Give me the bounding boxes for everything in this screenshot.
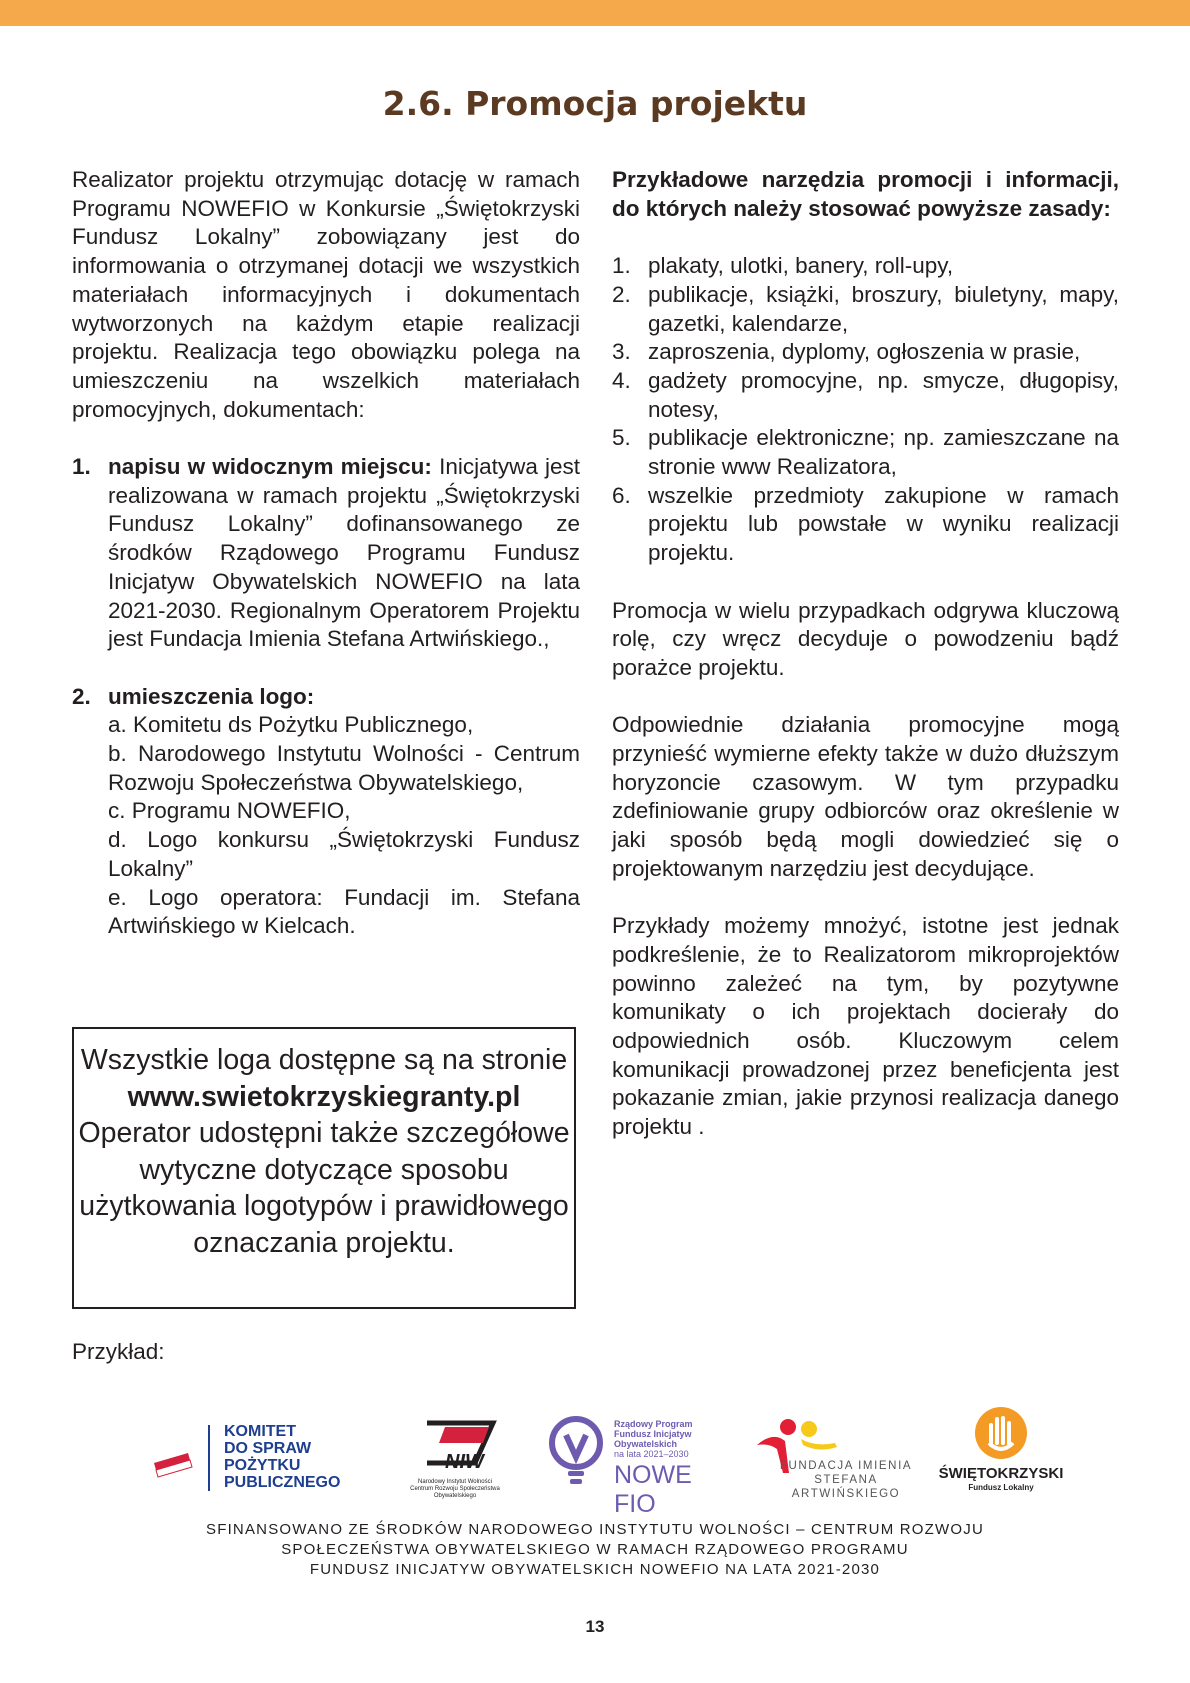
paragraph: Promocja w wielu przypadkach odgrywa kluczową rolę, czy wręcz decyduje o powodzeniu bądź porażce projektu. — [612, 597, 1119, 680]
item-text: wszelkie przedmioty zakupione w ramach projektu lub powstałe w wyniku realizacji projektu. — [648, 482, 1119, 566]
logos-row — [150, 1405, 1070, 1518]
logo-sublist — [108, 711, 580, 941]
list-item — [72, 453, 580, 654]
list-item — [612, 367, 1119, 424]
page-number: 13 — [585, 1617, 605, 1636]
footer-line: SFINANSOWANO ZE ŚRODKÓW NARODOWEGO INSTYTUTU WOLNOŚCI – CENTRUM ROZWOJU — [206, 1521, 984, 1538]
intro-paragraph: Realizator projektu otrzymując dotację w ramach Programu NOWEFIO w Konkursie „Świętokrzyski Fundusz Lokalny” zobowiązany jest do informowania o otrzymanej dotacji we wszystkich materiałach informacyjnych i dokumentach wytworzonych na każdym etapie realizacji projektu. Realizacja tego obowiązku polega na umieszczeniu na wszelkich materiałach promocyjnych, dokumentach: — [72, 167, 580, 422]
nowefio-line: Obywatelskich — [614, 1439, 678, 1449]
list-item — [612, 338, 1119, 367]
niw-sub-line: Centrum Rozwoju Społeczeństwa Obywatelskiego — [410, 1486, 500, 1499]
fundacja-line: STEFANA ARTWIŃSKIEGO — [791, 1474, 901, 1500]
item-number: 5. — [612, 425, 631, 451]
niw-logo — [405, 1405, 505, 1515]
paragraph: Przykłady możemy mnożyć, istotne jest jednak podkreślenie, że to Realizatorom mikroprojektów powinno zależeć na tym, by pozytywne komunikaty o ich projektach docierały do odpowiednich osób. Kluczowym celem komunikacji prowadzonej przez beneficjenta jest pokazanie zmian, jakie przynosi realizacja danego projektu . — [612, 913, 1119, 1140]
list-item — [72, 683, 580, 941]
sfl-name: ŚWIĘTOKRZYSKI — [938, 1465, 1064, 1482]
list-item — [612, 424, 1119, 481]
komitet-line: DO SPRAW — [224, 1440, 312, 1457]
footer-line: SPOŁECZEŃSTWA OBYWATELSKIEGO W RAMACH RZĄDOWEGO PROGRAMU — [281, 1541, 909, 1558]
komitet-line: KOMITET — [224, 1423, 296, 1440]
sublist-item: b. Narodowego Instytutu Wolności - Centrum Rozwoju Społeczeństwa Obywatelskiego, — [108, 741, 580, 795]
right-column — [612, 166, 1119, 1142]
box-text: Wszystkie loga dostępne są na stronie — [80, 1044, 568, 1076]
item-number: 4. — [612, 367, 631, 393]
sublist-item: e. Logo operatora: Fundacji im. Stefana Artwińskiego w Kielcach. — [108, 884, 580, 939]
box-text: Operator udostępni także szczegółowe wytyczne dotyczące sposobu użytkowania logotypów i prawidłowego oznaczania projektu. — [78, 1117, 570, 1259]
required-elements-list — [72, 453, 580, 941]
footer-line: FUNDUSZ INICJATYW OBYWATELSKICH NOWEFIO NA LATA 2021-2030 — [309, 1561, 881, 1578]
komitet-line: POŻYTKU — [224, 1457, 301, 1474]
item-text: publikacje elektroniczne; np. zamieszczane na stronie www Realizatora, — [648, 425, 1119, 480]
tools-heading: Przykładowe narzędzia promocji i informacji, do których należy stosować powyższe zasady: — [612, 167, 1119, 221]
left-column — [72, 166, 580, 941]
sublist-item: c. Programu NOWEFIO, — [108, 798, 351, 824]
nowefio-line: Fundusz Inicjatyw — [614, 1429, 692, 1439]
item-number: 3. — [612, 339, 631, 365]
nowefio-line: na lata 2021–2030 — [614, 1449, 689, 1459]
item-number: 2. — [612, 281, 631, 307]
nowefio-name: NOWE FIO — [614, 1461, 692, 1518]
sublist-item: a. Komitetu ds Pożytku Publicznego, — [108, 712, 474, 738]
item-number: 6. — [612, 482, 631, 508]
niw-name: NIW — [445, 1451, 484, 1473]
komitet-line: PUBLICZNEGO — [224, 1474, 341, 1491]
niw-sub-line: Narodowy Instytut Wolności — [418, 1479, 492, 1485]
list-item — [612, 482, 1119, 568]
sublist-item: d. Logo konkursu „Świętokrzyski Fundusz Lokalny” — [108, 827, 580, 881]
komitet-logo — [150, 1405, 360, 1515]
list-item — [612, 252, 1119, 281]
logos-info-box — [72, 1027, 576, 1309]
list-item — [612, 281, 1119, 338]
item-number: 1. — [72, 454, 91, 480]
item-text: publikacje, książki, broszury, biuletyny, mapy, gazetki, kalendarze, — [648, 281, 1119, 336]
nowefio-line: Rządowy Program — [614, 1419, 693, 1429]
page-title: 2.6. Promocja projektu — [382, 84, 808, 123]
item-text: gadżety promocyjne, np. smycze, długopisy, notesy, — [648, 367, 1119, 422]
website-url: www.swietokrzyskiegranty.pl — [127, 1080, 521, 1113]
top-accent-bar — [0, 0, 1190, 26]
sfl-subtitle: Fundusz Lokalny — [968, 1483, 1034, 1492]
item-heading: umieszczenia logo: — [108, 683, 315, 709]
item-text: Inicjatywa jest realizowana w ramach projektu „Świętokrzyski Fundusz Lokalny” dofinansowanego ze środków Rządowego Programu Fundusz Inicjatyw Obywatelskich NOWEFIO na lata 2021-2030. Regionalnym Operatorem Projektu jest Fundacja Imienia Stefana Artwińskiego., — [108, 454, 580, 652]
item-heading: napisu w widocznym miejscu: — [108, 454, 432, 480]
funding-footer — [0, 1520, 1190, 1580]
example-label: Przykład: — [72, 1339, 165, 1364]
niw-subtitle — [405, 1479, 505, 1500]
item-text: plakaty, ulotki, banery, roll-upy, — [648, 253, 954, 279]
fundacja-line: FUNDACJA IMIENIA — [779, 1460, 913, 1472]
nowefio-logo — [548, 1405, 733, 1518]
tools-list — [612, 252, 1119, 568]
swietokrzyski-fundusz-logo — [932, 1405, 1070, 1515]
fundacja-logo — [755, 1405, 915, 1515]
item-number: 2. — [72, 683, 91, 709]
item-number: 1. — [612, 253, 631, 279]
paragraph: Odpowiednie działania promocyjne mogą przynieść wymierne efekty także w dużo dłuższym horyzoncie czasowym. W tym przypadku zdefiniowanie grupy odbiorców oraz określenie w jaki sposób będą mogli dowiedzieć się o projektowanym narzędziu jest decydujące. — [612, 712, 1119, 881]
item-text: zaproszenia, dyplomy, ogłoszenia w prasie, — [648, 339, 1081, 365]
